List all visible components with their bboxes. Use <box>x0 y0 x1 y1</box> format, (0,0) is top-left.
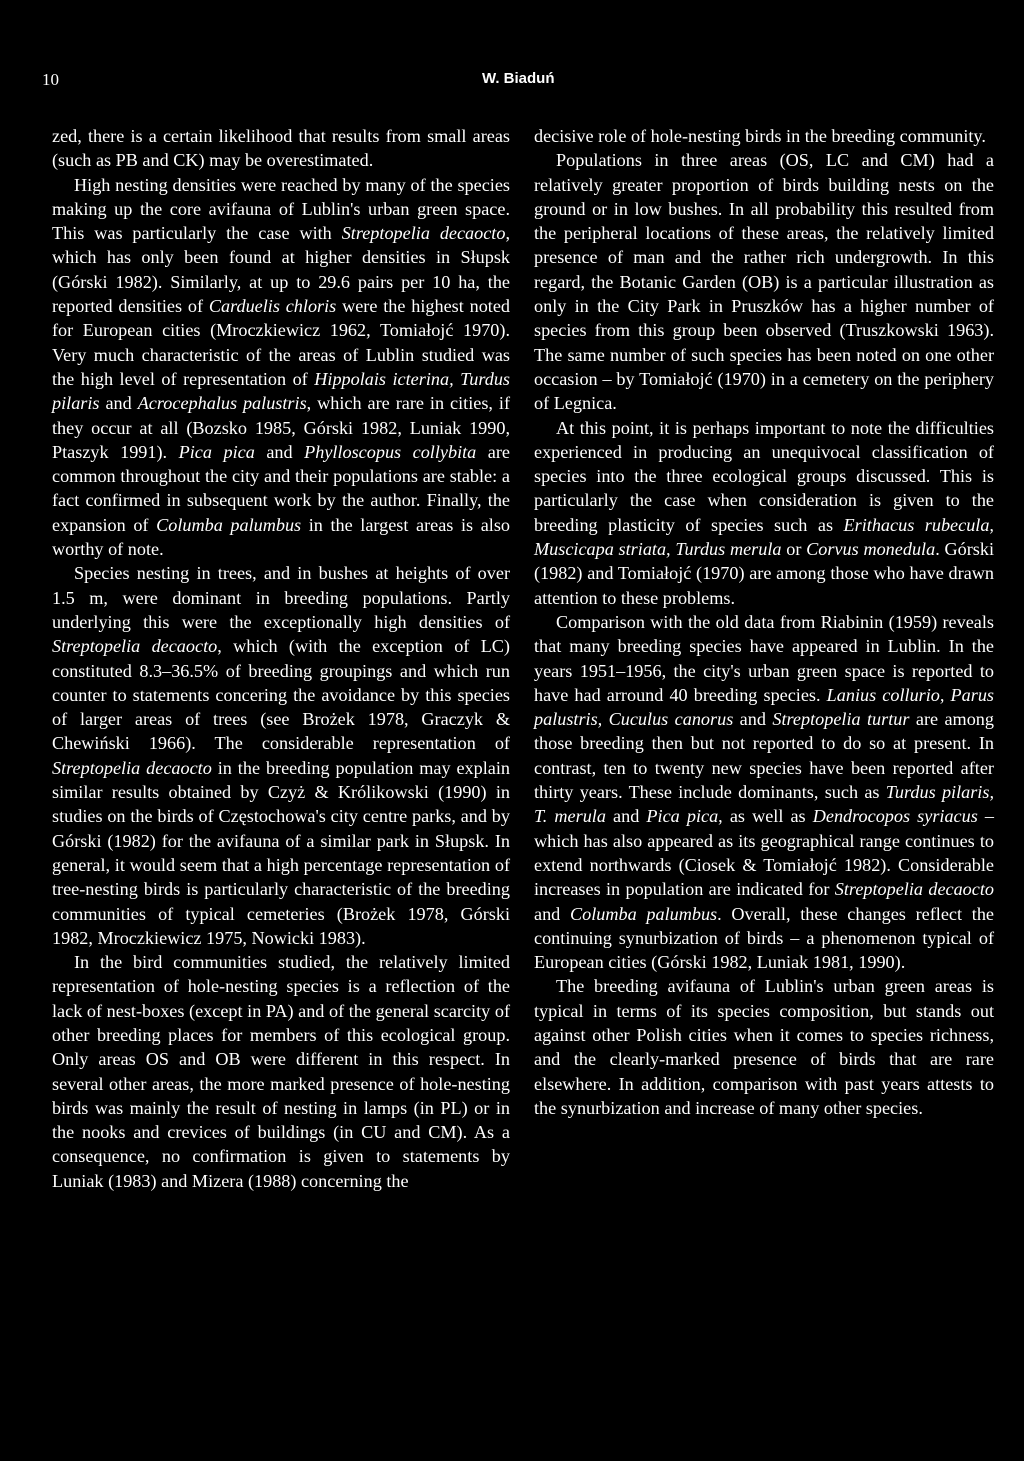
page-number: 10 <box>42 70 59 89</box>
paragraph: In the bird communities studied, the relatively limited representation of hole-nesting species is a reflection of the lack of nest-boxes (except in PA) and of the general scarcity of other breeding places for members of this ecological group. Only areas OS and OB were different in this respect. In several other areas, the more marked presence of hole-nesting birds was mainly the result of nesting in lamps (in PL) or in the nooks and crevices of buildings (in CU and CM). As a consequence, no confirmation is given to statements by Luniak (1983) and Mizera (1988) concerning the <box>52 952 510 1191</box>
left-text-column <box>52 124 510 1193</box>
paragraph: High nesting densities were reached by many of the species making up the core avifauna of Lublin's urban green space. This was particularly the case with Streptopelia decaocto, which has only been found at higher densities in Słupsk (Górski 1982). Similarly, at up to 29.6 pairs per 10 ha, the reported densities of Carduelis chloris were the highest noted for European cities (Mroczkiewicz 1962, Tomiałojć 1970). Very much characteristic of the areas of Lublin studied was the high level of representation of Hippolais icterina, Turdus pilaris and Acrocephalus palustris, which are rare in cities, if they occur at all (Bozsko 1985, Górski 1982, Luniak 1990, Ptaszyk 1991). Pica pica and Phylloscopus collybita are common throughout the city and their populations are stable: a fact confirmed in subsequent work by the author. Finally, the expansion of Columba palumbus in the largest areas is also worthy of note. <box>52 174 511 560</box>
paragraph: Comparison with the old data from Riabinin (1959) reveals that many breeding species have appeared in Lublin. In the years 1951–1956, the city's urban green space is reported to have had arround 40 breeding species. Lanius collurio, Parus palustris, Cuculus canorus and Streptopelia turtur are among those breeding then but not reported to do so at present. In contrast, ten to twenty new species have been reported after thirty years. These include dominants, such as Turdus pilaris, T. merula and Pica pica, as well as Dendrocopos syriacus – which has also appeared as its geographical range continues to extend northwards (Ciosek & Tomiałojć 1982). Considerable increases in population are indicated for Streptopelia decaocto and Columba palumbus. Overall, these changes reflect the continuing synurbization of birds – a phenomenon typical of European cities (Górski 1982, Luniak 1981, 1990). <box>534 611 994 973</box>
paragraph: Species nesting in trees, and in bushes at heights of over 1.5 m, were dominant in breeding populations. Partly underlying this were the exceptionally high densities of Streptopelia decaocto, which (with the exception of LC) constituted 8.3–36.5% of breeding groupings and which run counter to statements concering the avoidance by this species of larger areas of trees (see Brożek 1978, Graczyk & Chewiński 1966). The considerable representation of Streptopelia decaocto in the breeding population may explain similar results obtained by Czyż & Królikowski (1990) in studies on the birds of Częstochowa's city centre parks, and by Górski (1982) for the avifauna of a similar park in Słupsk. In general, it would seem that a high percentage representation of tree-nesting birds is particularly characteristic of the breeding communities of typical cemeteries (Brożek 1978, Górski 1982, Mroczkiewicz 1975, Nowicki 1983). <box>52 563 511 948</box>
paragraph: Populations in three areas (OS, LC and CM) had a relatively greater proportion of birds building nests on the ground or in low bushes. In all probability this resulted from the peripheral locations of these areas, the relatively limited presence of man and the rather rich undergrowth. In this regard, the Botanic Garden (OB) is a particular illustration as only in the City Park in Pruszków has a higher number of species from this group been observed (Truszkowski 1963). The same number of such species has been noted on one other occasion – by Tomiałojć (1970) in a cemetery on the periphery of Legnica. <box>534 150 994 414</box>
right-text-column <box>534 124 994 1120</box>
page-header <box>0 70 1024 94</box>
paragraph: zed, there is a certain likelihood that results from small areas (such as PB and CK) may be overestimated. <box>52 126 510 171</box>
paragraph: At this point, it is perhaps important to note the difficulties experienced in producing an unequivocal classification of species into the three ecological groups discussed. This is particularly the case when consideration is given to the breeding plasticity of species such as Erithacus rubecula, Muscicapa striata, Turdus merula or Corvus monedula. Górski (1982) and Tomiałojć (1970) are among those who have drawn attention to these problems. <box>534 417 994 608</box>
paragraph: decisive role of hole-nesting birds in the breeding community. <box>534 126 986 146</box>
paragraph: The breeding avifauna of Lublin's urban green areas is typical in terms of its species composition, but stands out against other Polish cities when it comes to species richness, and the clearly-marked presence of birds that are rare elsewhere. In addition, comparison with past years attests to the synurbization and increase of many other species. <box>534 976 994 1118</box>
running-head-author: W. Biaduń <box>482 70 555 87</box>
